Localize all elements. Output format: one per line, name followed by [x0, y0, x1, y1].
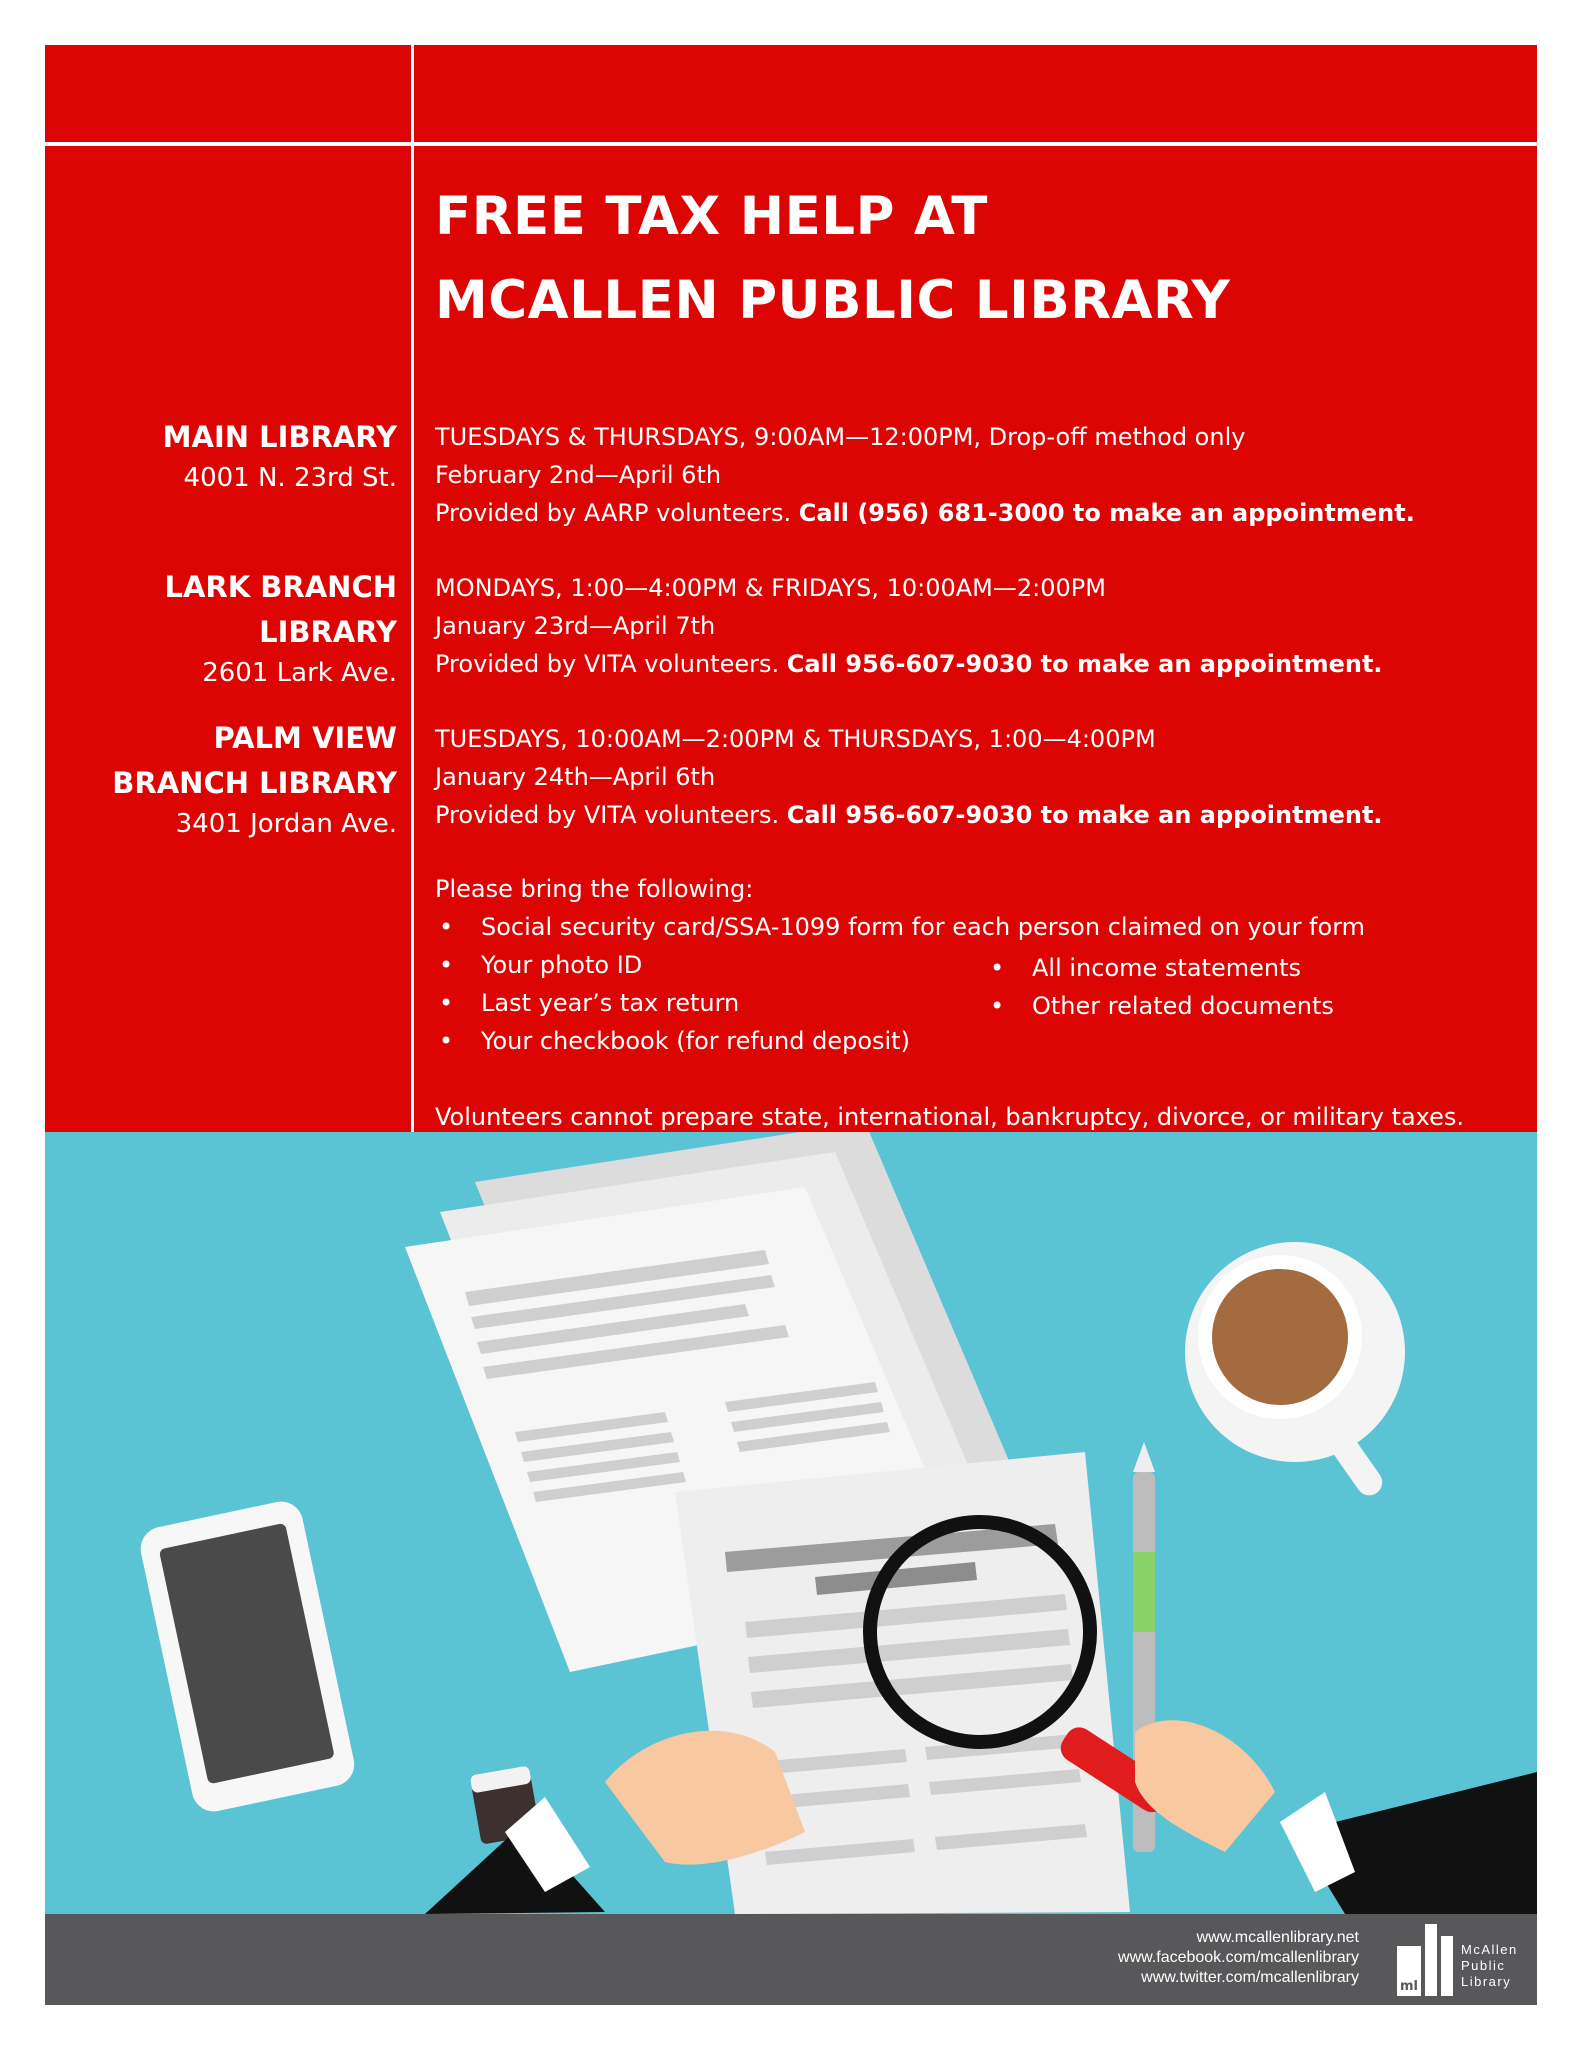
branch-lark-label — [45, 565, 397, 691]
provider-line — [435, 494, 1525, 532]
bullet-icon: • — [990, 992, 1005, 1020]
branch-lark-details — [435, 569, 1525, 683]
bullet-icon: • — [439, 913, 454, 941]
branch-name: MAIN LIBRARY — [162, 420, 397, 454]
bring-intro-text: Please bring the following: — [435, 875, 754, 903]
twitter-link[interactable]: www.twitter.com/mcallenlibrary — [1141, 1969, 1359, 1986]
phone-icon — [137, 1497, 359, 1815]
library-logo-icon — [1397, 1924, 1457, 1996]
call-to-action: Call 956-607-9030 to make an appointment. — [786, 650, 1383, 678]
header-strip — [45, 45, 1537, 142]
list-item — [435, 908, 1365, 946]
schedule: MONDAYS, 1:00—4:00PM & FRIDAYS, 10:00AM—2:00PM — [435, 574, 1106, 602]
list-item-text: Social security card/SSA-1099 form for each person claimed on your form — [481, 913, 1366, 941]
list-item — [435, 1022, 1365, 1060]
bring-list-right — [986, 949, 1334, 1025]
logo-line: Public — [1461, 1958, 1506, 1973]
branch-address: 4001 N. 23rd St. — [183, 463, 397, 493]
dates: February 2nd—April 6th — [435, 461, 722, 489]
list-item — [986, 949, 1334, 987]
provider: Provided by VITA volunteers. — [435, 801, 787, 829]
page-title — [435, 175, 1515, 343]
list-item-text: All income statements — [1032, 954, 1301, 982]
title-line-2: MCALLEN PUBLIC LIBRARY — [435, 270, 1231, 331]
branch-palmview-details — [435, 720, 1525, 834]
provider: Provided by VITA volunteers. — [435, 650, 787, 678]
provider-line — [435, 796, 1525, 834]
coffee-cup-icon — [1185, 1242, 1405, 1500]
tax-illustration — [45, 1132, 1537, 1914]
logo-mark-text: ml — [1400, 1979, 1419, 1994]
bullet-icon: • — [439, 1027, 454, 1055]
title-line-1: FREE TAX HELP AT — [435, 186, 988, 247]
call-to-action: Call 956-607-9030 to make an appointment. — [786, 801, 1383, 829]
schedule: TUESDAYS, 10:00AM—2:00PM & THURSDAYS, 1:00—4:00PM — [435, 725, 1156, 753]
branch-palmview-label — [45, 716, 397, 842]
schedule: TUESDAYS & THURSDAYS, 9:00AM—12:00PM, Drop-off method only — [435, 423, 1246, 451]
branch-main-details — [435, 418, 1525, 532]
provider: Provided by AARP volunteers. — [435, 499, 799, 527]
divider-vertical — [411, 45, 414, 1132]
dates: January 24th—April 6th — [435, 763, 716, 791]
branch-name-cont: BRANCH LIBRARY — [112, 766, 397, 800]
footer-links — [1118, 1928, 1359, 1988]
list-item — [986, 987, 1334, 1025]
branch-address: 2601 Lark Ave. — [202, 658, 397, 688]
list-item-text: Your checkbook (for refund deposit) — [481, 1027, 910, 1055]
logo-line: McAllen — [1461, 1942, 1518, 1957]
disclaimer-text: Volunteers cannot prepare state, international, bankruptcy, divorce, or military taxes. — [435, 1103, 1465, 1131]
logo-text — [1461, 1942, 1521, 1990]
bullet-icon: • — [990, 954, 1005, 982]
branch-name-cont: LIBRARY — [259, 615, 397, 649]
branch-name: PALM VIEW — [213, 721, 397, 755]
bullet-icon: • — [439, 989, 454, 1017]
bullet-icon: • — [439, 951, 454, 979]
list-item-text: Last year’s tax return — [481, 989, 740, 1017]
list-item-text: Other related documents — [1032, 992, 1334, 1020]
branch-address: 3401 Jordan Ave. — [175, 809, 397, 839]
call-to-action: Call (956) 681-3000 to make an appointment. — [798, 499, 1415, 527]
list-item-text: Your photo ID — [481, 951, 643, 979]
provider-line — [435, 645, 1525, 683]
logo-line: Library — [1461, 1974, 1512, 1989]
illustration-svg — [45, 1132, 1537, 1914]
facebook-link[interactable]: www.facebook.com/mcallenlibrary — [1118, 1949, 1359, 1966]
divider-horizontal — [45, 142, 1537, 146]
bring-intro — [435, 870, 1525, 908]
branch-name: LARK BRANCH — [164, 570, 397, 604]
disclaimer — [435, 1098, 1525, 1136]
dates: January 23rd—April 7th — [435, 612, 716, 640]
website-link[interactable]: www.mcallenlibrary.net — [1196, 1929, 1359, 1946]
branch-main-label — [45, 415, 397, 496]
flyer — [45, 45, 1537, 2005]
footer — [45, 1914, 1537, 2005]
